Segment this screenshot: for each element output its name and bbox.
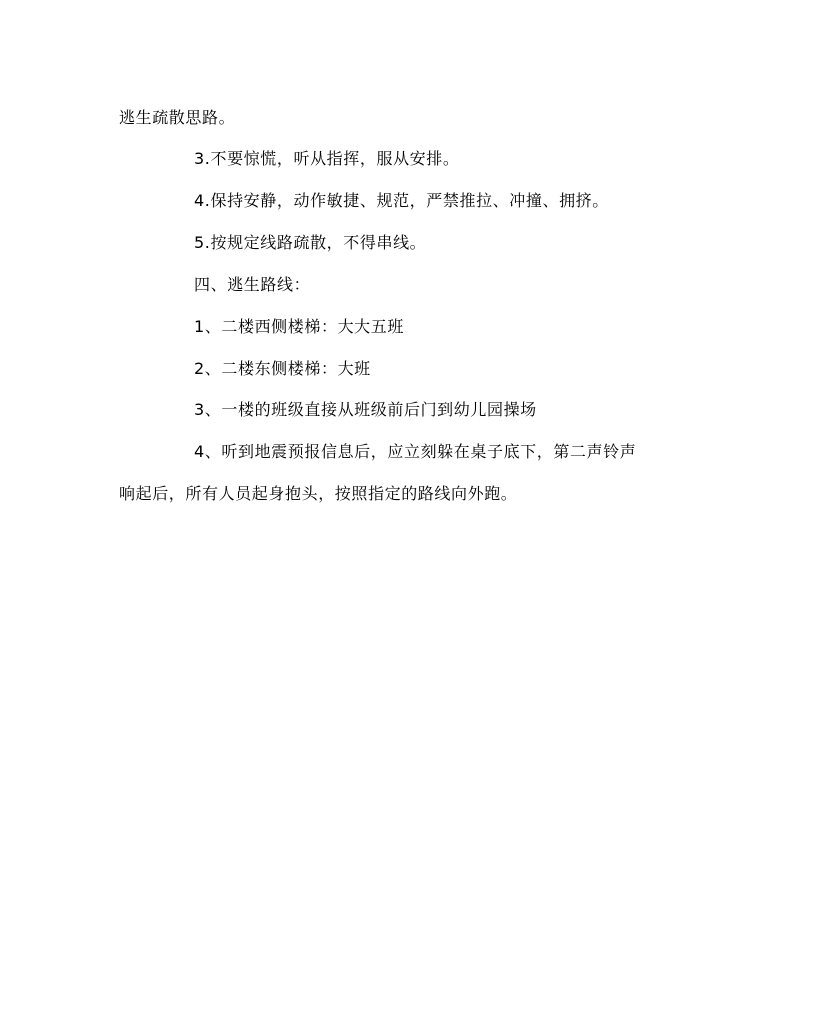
section-heading: 四、逃生路线： (194, 275, 311, 294)
text-line: 4、听到地震预报信息后，应立刻躲在桌子底下，第二声铃声 (194, 442, 637, 461)
text-line: 逃生疏散思路。 (119, 108, 236, 127)
text-line: 4.保持安静，动作敏捷、规范，严禁推拉、冲撞、拥挤。 (194, 191, 609, 210)
text-line: 5.按规定线路疏散，不得串线。 (194, 233, 427, 252)
text-line: 响起后，所有人员起身抱头，按照指定的路线向外跑。 (119, 484, 518, 503)
text-line: 1、二楼西侧楼梯：大大五班 (194, 317, 404, 336)
text-line: 3、一楼的班级直接从班级前后门到幼儿园操场 (194, 400, 537, 419)
text-line: 3.不要惊慌，听从指挥，服从安排。 (194, 149, 460, 168)
text-line: 2、二楼东侧楼梯：大班 (194, 359, 371, 378)
